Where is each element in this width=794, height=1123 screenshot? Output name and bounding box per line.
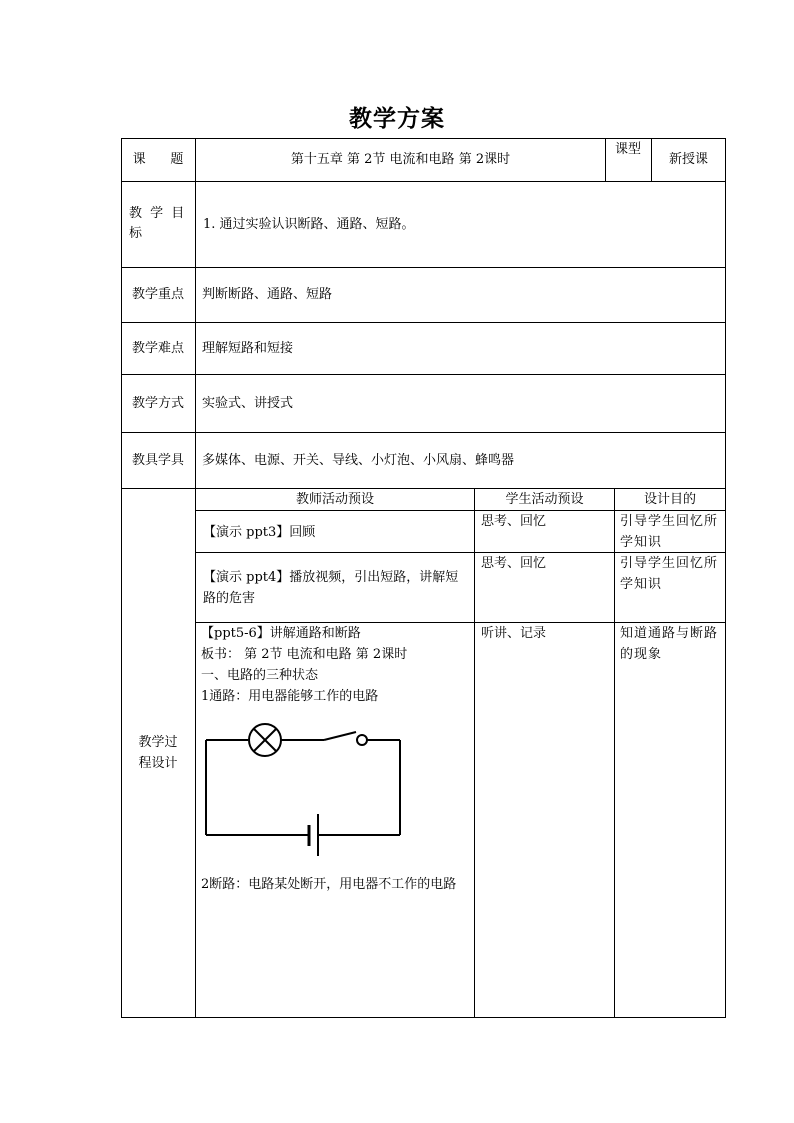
circuit-diagram <box>196 718 474 860</box>
difficulty-label: 教学难点 <box>131 341 184 356</box>
design-purpose-2: 引导学生回忆所学知识 <box>620 556 719 592</box>
table-border-left <box>121 138 122 1018</box>
header-student-activity: 学生活动预设 <box>505 492 584 507</box>
tools-label: 教具学具 <box>131 453 184 468</box>
teacher-activity-2: 【演示 ppt4】播放视频，引出短路，讲解短路的危害 <box>203 570 459 606</box>
student-activity-2: 思考、回忆 <box>481 556 547 571</box>
student-activity-3: 听讲、记录 <box>481 626 547 641</box>
teacher-line: 1通路：用电器能够工作的电路 <box>201 689 379 704</box>
process-column-divider <box>614 488 615 1018</box>
process-column-divider <box>474 488 475 1018</box>
design-purpose-1: 引导学生回忆所学知识 <box>620 514 719 550</box>
row-divider <box>121 181 726 182</box>
method-value: 实验式、讲授式 <box>202 396 294 411</box>
row-divider <box>121 322 726 323</box>
label-column-divider <box>195 138 196 1018</box>
table-border-top <box>121 138 726 139</box>
key-point-value: 判断断路、通路、短路 <box>202 287 333 302</box>
table-border-bottom <box>121 1017 726 1018</box>
goal-value: 1. 通过实验认识断路、通路、短路。 <box>203 217 415 232</box>
row-divider <box>121 432 726 433</box>
table-border-right <box>725 138 726 1018</box>
teacher-line: 一、电路的三种状态 <box>201 668 319 683</box>
student-activity-1: 思考、回忆 <box>481 514 547 529</box>
switch-icon <box>324 732 356 740</box>
teacher-activity-1: 【演示 ppt3】回顾 <box>203 525 316 540</box>
teacher-activity-3-open-circuit: 2断路：电路某处断开，用电器不工作的电路 <box>201 877 457 892</box>
goal-label: 教 学 目标 <box>129 206 187 241</box>
course-type-label: 课型 <box>614 142 641 157</box>
teacher-activity-3 <box>201 623 471 707</box>
method-label: 教学方式 <box>131 396 184 411</box>
type-column-divider <box>605 138 606 181</box>
header-teacher-activity: 教师活动预设 <box>295 492 374 507</box>
teacher-line: 【ppt5-6】讲解通路和断路 <box>201 626 361 641</box>
key-point-label: 教学重点 <box>131 287 184 302</box>
document-title: 教学方案 <box>349 105 445 132</box>
tools-value: 多媒体、电源、开关、导线、小灯泡、小风扇、蜂鸣器 <box>202 453 515 468</box>
topic-label: 课 题 <box>132 152 184 167</box>
header-design-purpose: 设计目的 <box>643 492 696 507</box>
lesson-plan-table <box>121 138 726 1018</box>
design-purpose-3: 知道通路与断路的现象 <box>620 626 719 662</box>
row-divider <box>121 374 726 375</box>
topic-value: 第十五章 第 2节 电流和电路 第 2课时 <box>290 152 511 167</box>
difficulty-value: 理解短路和短接 <box>202 341 294 356</box>
process-label: 教学过程设计 <box>138 735 178 771</box>
course-type-value: 新授课 <box>668 152 708 167</box>
row-divider <box>121 267 726 268</box>
board-writing-line: 板书： 第 2节 电流和电路 第 2课时 <box>201 647 408 662</box>
